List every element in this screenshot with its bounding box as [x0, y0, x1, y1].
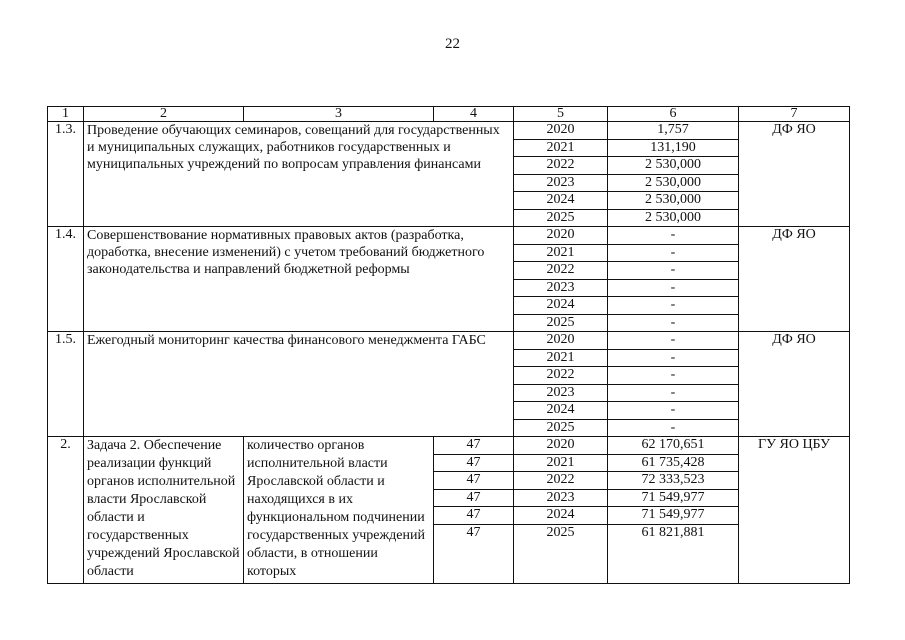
- program-table: [47, 106, 850, 584]
- item-number: 1.3.: [48, 122, 84, 227]
- indicator-value: 47: [434, 472, 514, 490]
- column-header: 6: [608, 107, 739, 122]
- indicator-value: 47: [434, 524, 514, 583]
- year-cell: 2022: [514, 472, 608, 490]
- column-header: 7: [739, 107, 850, 122]
- column-header: 4: [434, 107, 514, 122]
- year-cell: 2023: [514, 489, 608, 507]
- amount-cell: 131,190: [608, 139, 739, 157]
- amount-cell: -: [608, 402, 739, 420]
- responsible-executor: ГУ ЯО ЦБУ: [739, 437, 850, 584]
- item-number: 2.: [48, 437, 84, 584]
- column-header: 3: [244, 107, 434, 122]
- item-number: 1.5.: [48, 332, 84, 437]
- amount-cell: 72 333,523: [608, 472, 739, 490]
- year-cell: 2022: [514, 367, 608, 385]
- year-cell: 2022: [514, 157, 608, 175]
- year-cell: 2020: [514, 227, 608, 245]
- year-cell: 2023: [514, 174, 608, 192]
- year-cell: 2022: [514, 262, 608, 280]
- amount-cell: 2 530,000: [608, 157, 739, 175]
- year-cell: 2023: [514, 279, 608, 297]
- responsible-executor: ДФ ЯО: [739, 122, 850, 227]
- item-description: Совершенствование нормативных правовых актов (разработка, доработка, внесение изменений) с учетом требований бюджетного законодательства и направлений бюджетной реформы: [84, 227, 514, 332]
- table-row: [48, 122, 850, 140]
- amount-cell: 62 170,651: [608, 437, 739, 455]
- table-row: [48, 437, 850, 455]
- amount-cell: 61 821,881: [608, 524, 739, 583]
- year-cell: 2021: [514, 349, 608, 367]
- responsible-executor: ДФ ЯО: [739, 332, 850, 437]
- column-header: 1: [48, 107, 84, 122]
- item-number: 1.4.: [48, 227, 84, 332]
- amount-cell: 71 549,977: [608, 489, 739, 507]
- table-row: [48, 332, 850, 350]
- amount-cell: -: [608, 227, 739, 245]
- year-cell: 2021: [514, 139, 608, 157]
- table-row: [48, 227, 850, 245]
- indicator-description: количество органов исполнительной власти Ярославской области и находящихся в их функциональном подчинении государственных учреждений области, в отношении которых: [244, 437, 434, 584]
- column-header: 2: [84, 107, 244, 122]
- year-cell: 2020: [514, 332, 608, 350]
- amount-cell: -: [608, 262, 739, 280]
- year-cell: 2025: [514, 524, 608, 583]
- amount-cell: 2 530,000: [608, 192, 739, 210]
- year-cell: 2025: [514, 209, 608, 227]
- amount-cell: 61 735,428: [608, 454, 739, 472]
- amount-cell: -: [608, 349, 739, 367]
- amount-cell: -: [608, 244, 739, 262]
- year-cell: 2021: [514, 244, 608, 262]
- amount-cell: 2 530,000: [608, 209, 739, 227]
- task-description: Задача 2. Обеспечение реализации функций органов исполнительной власти Ярославской области и государственных учреждений Ярославской области: [84, 437, 244, 584]
- year-cell: 2023: [514, 384, 608, 402]
- column-number-row: [48, 107, 850, 122]
- year-cell: 2024: [514, 507, 608, 525]
- amount-cell: 2 530,000: [608, 174, 739, 192]
- amount-cell: 1,757: [608, 122, 739, 140]
- year-cell: 2020: [514, 437, 608, 455]
- year-cell: 2025: [514, 314, 608, 332]
- indicator-value: 47: [434, 454, 514, 472]
- year-cell: 2025: [514, 419, 608, 437]
- amount-cell: -: [608, 314, 739, 332]
- column-header: 5: [514, 107, 608, 122]
- amount-cell: -: [608, 279, 739, 297]
- amount-cell: -: [608, 419, 739, 437]
- item-description: Проведение обучающих семинаров, совещаний для государственных и муниципальных служащих, работников государственных и муниципальных учреждений по вопросам управления финансами: [84, 122, 514, 227]
- year-cell: 2024: [514, 192, 608, 210]
- amount-cell: 71 549,977: [608, 507, 739, 525]
- indicator-value: 47: [434, 437, 514, 455]
- item-description: Ежегодный мониторинг качества финансового менеджмента ГАБС: [84, 332, 514, 437]
- year-cell: 2020: [514, 122, 608, 140]
- amount-cell: -: [608, 367, 739, 385]
- indicator-value: 47: [434, 489, 514, 507]
- responsible-executor: ДФ ЯО: [739, 227, 850, 332]
- year-cell: 2021: [514, 454, 608, 472]
- page-number: 22: [445, 36, 460, 52]
- year-cell: 2024: [514, 402, 608, 420]
- amount-cell: -: [608, 384, 739, 402]
- amount-cell: -: [608, 332, 739, 350]
- year-cell: 2024: [514, 297, 608, 315]
- indicator-value: 47: [434, 507, 514, 525]
- amount-cell: -: [608, 297, 739, 315]
